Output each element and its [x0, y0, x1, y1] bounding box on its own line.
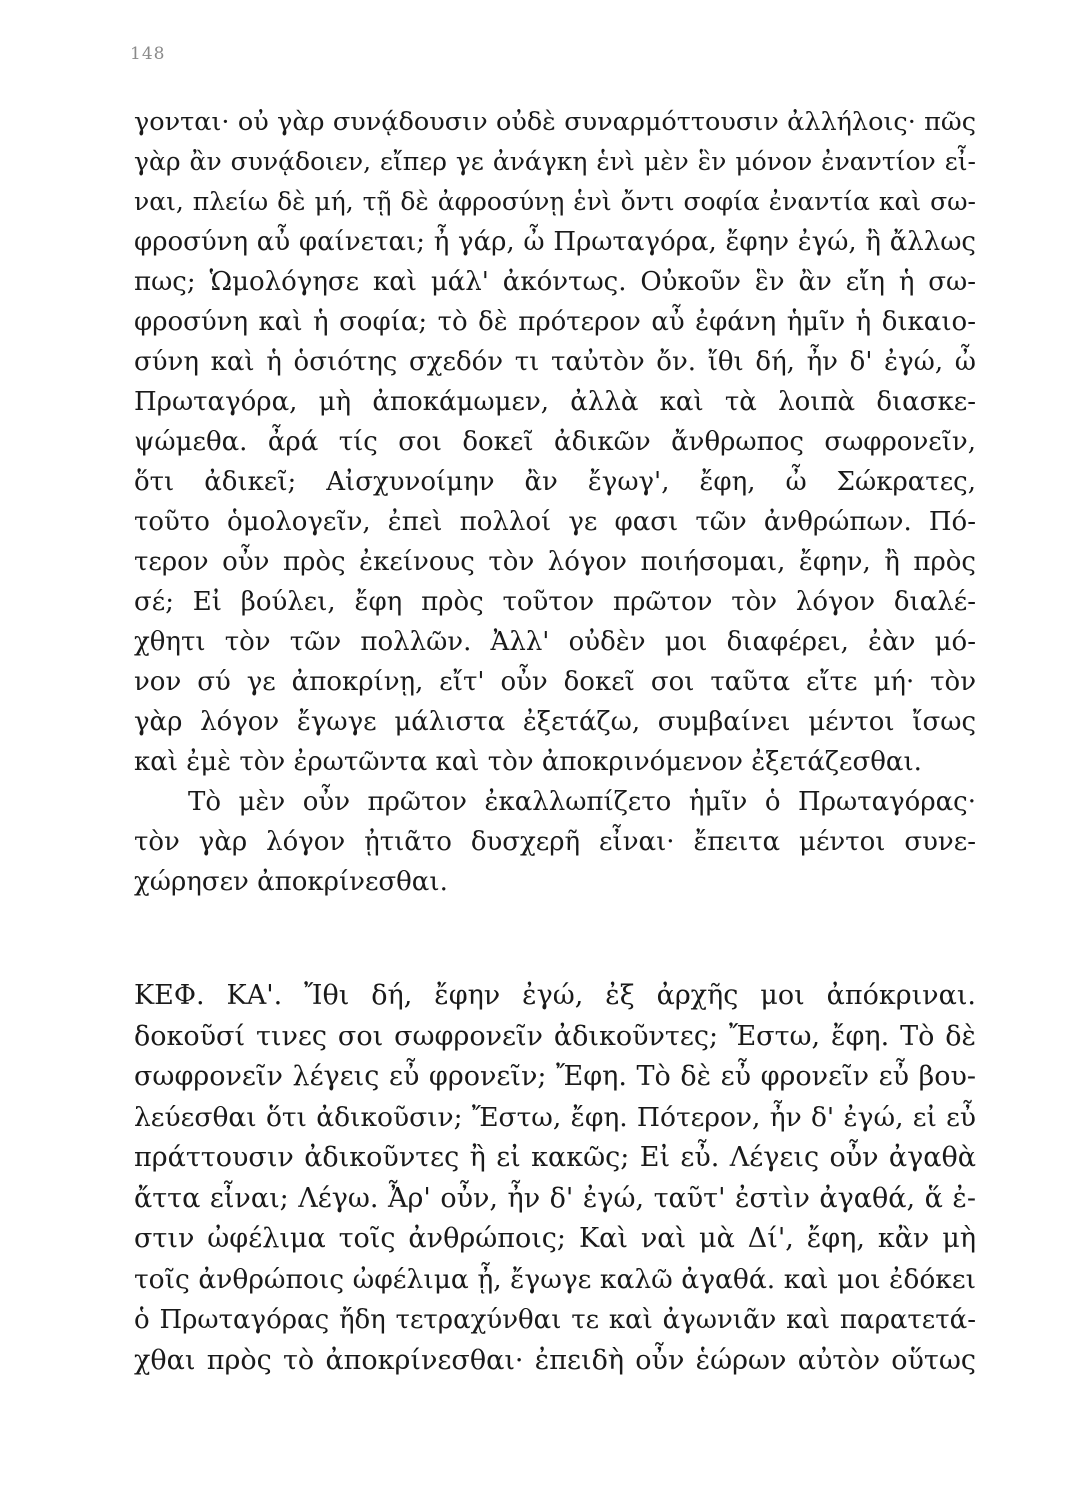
text-line: χώρησεν ἀποκρίνεσθαι.	[134, 867, 448, 897]
text-line: γονται· οὐ γὰρ συνᾴδουσιν οὐδὲ συναρμόττουσιν ἀλλήλοις· πῶς	[134, 107, 976, 137]
chapter-heading-line: ΚΕΦ. ΚΑ'. Ἴθι δή, ἔφην ἐγώ, ἐξ ἀρχῆς μοι ἀπόκριναι.	[134, 980, 976, 1011]
text-line: ὁ Πρωταγόρας ἤδη τετραχύνθαι τε καὶ ἀγωνιᾶν καὶ παρατετά-	[134, 1305, 976, 1335]
page-number: 148	[130, 44, 166, 64]
text-line: σέ; Εἰ βούλει, ἔφη πρὸς τοῦτον πρῶτον τὸν λόγον διαλέ-	[134, 587, 976, 617]
text-line: ὅτι ἀδικεῖ; Αἰσχυνοίμην ἂν ἔγωγ', ἔφη, ὦ Σώκρατες,	[134, 467, 976, 497]
text-line: πως; Ὡμολόγησε καὶ μάλ' ἀκόντως. Οὐκοῦν ἓν ἂν εἴη ἡ σω-	[134, 267, 976, 297]
text-block-1	[134, 102, 976, 902]
text-line: λεύεσθαι ὅτι ἀδικοῦσιν; Ἔστω, ἔφη. Πότερον, ἦν δ' ἐγώ, εἰ εὖ	[134, 1101, 976, 1133]
text-block-2	[134, 976, 976, 1381]
text-line: τὸν γὰρ λόγον ᾐτιᾶτο δυσχερῆ εἶναι· ἔπειτα μέντοι συνε-	[134, 827, 976, 857]
text-line: χθητι τὸν τῶν πολλῶν. Ἀλλ' οὐδὲν μοι διαφέρει, ἐὰν μό-	[134, 627, 976, 657]
text-line: πράττουσιν ἀδικοῦντες ἢ εἰ κακῶς; Εἰ εὖ. Λέγεις οὖν ἀγαθὰ	[134, 1142, 976, 1173]
text-line: φροσύνη αὖ φαίνεται; ἦ γάρ, ὦ Πρωταγόρα, ἔφην ἐγώ, ἢ ἄλλως	[134, 227, 976, 257]
text-line: ψώμεθα. ἆρά τίς σοι δοκεῖ ἀδικῶν ἄνθρωπος σωφρονεῖν,	[134, 427, 976, 457]
text-line: γὰρ λόγον ἔγωγε μάλιστα ἐξετάζω, συμβαίνει μέντοι ἴσως	[134, 707, 976, 737]
text-line: στιν ὠφέλιμα τοῖς ἀνθρώποις; Καὶ ναὶ μὰ Δί', ἔφη, κἂν μὴ	[134, 1223, 976, 1254]
text-line: χθαι πρὸς τὸ ἀποκρίνεσθαι· ἐπειδὴ οὖν ἑώρων αὐτὸν οὕτως	[134, 1344, 976, 1376]
text-line: δοκοῦσί τινες σοι σωφρονεῖν ἀδικοῦντες; Ἔστω, ἔφη. Τὸ δὲ	[134, 1020, 976, 1052]
text-line: ἄττα εἶναι; Λέγω. Ἆρ' οὖν, ἦν δ' ἐγώ, ταῦτ' ἐστὶν ἀγαθά, ἅ ἐ-	[134, 1182, 976, 1214]
text-line: γὰρ ἂν συνᾴδοιεν, εἴπερ γε ἀνάγκη ἑνὶ μὲν ἓν μόνον ἐναντίον εἶ-	[134, 147, 976, 176]
text-line: σωφρονεῖν λέγεις εὖ φρονεῖν; Ἔφη. Τὸ δὲ εὖ φρονεῖν εὖ βου-	[134, 1061, 976, 1092]
text-line: καὶ ἐμὲ τὸν ἐρωτῶντα καὶ τὸν ἀποκρινόμενον ἐξετάζεσθαι.	[134, 747, 922, 777]
text-line: τερον οὖν πρὸς ἐκείνους τὸν λόγον ποιήσομαι, ἔφην, ἢ πρὸς	[134, 547, 976, 577]
text-line: Τὸ μὲν οὖν πρῶτον ἐκαλλωπίζετο ἡμῖν ὁ Πρωταγόρας·	[188, 787, 976, 817]
text-line: φροσύνη καὶ ἡ σοφία; τὸ δὲ πρότερον αὖ ἐφάνη ἡμῖν ἡ δικαιο-	[134, 307, 976, 337]
text-line: ναι, πλείω δὲ μή, τῇ δὲ ἀφροσύνῃ ἑνὶ ὄντι σοφία ἐναντία καὶ σω-	[134, 187, 976, 216]
text-line: σύνη καὶ ἡ ὁσιότης σχεδόν τι ταὐτὸν ὄν. ἴθι δή, ἦν δ' ἐγώ, ὦ	[134, 347, 976, 377]
text-line: τοῖς ἀνθρώποις ὠφέλιμα ᾖ, ἔγωγε καλῶ ἀγαθά. καὶ μοι ἐδόκει	[134, 1263, 976, 1295]
text-line: νον σύ γε ἀποκρίνῃ, εἴτ' οὖν δοκεῖ σοι ταῦτα εἴτε μή· τὸν	[134, 667, 976, 697]
text-line: Πρωταγόρα, μὴ ἀποκάμωμεν, ἀλλὰ καὶ τὰ λοιπὰ διασκε-	[134, 387, 976, 417]
text-line: τοῦτο ὁμολογεῖν, ἐπεὶ πολλοί γε φασι τῶν ἀνθρώπων. Πό-	[134, 507, 976, 537]
